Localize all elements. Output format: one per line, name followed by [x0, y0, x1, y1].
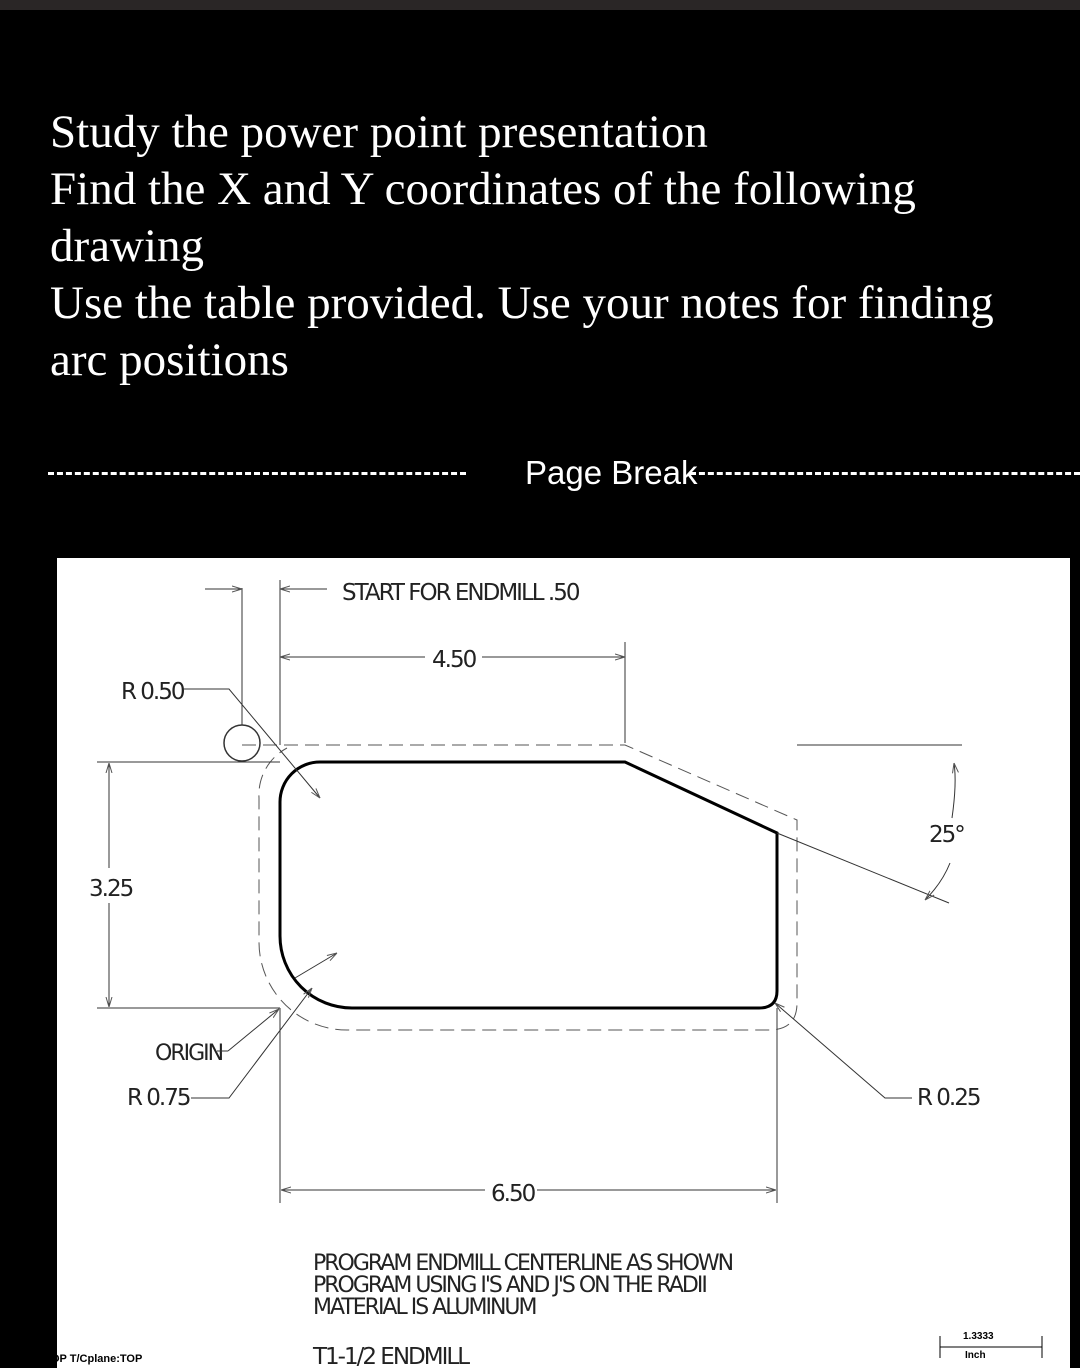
window-top-bar: [0, 0, 1080, 10]
instruction-line-5: arc positions: [50, 334, 289, 386]
scale-value: 1.3333: [963, 1331, 994, 1342]
instruction-line-2: Find the X and Y coordinates of the following: [50, 163, 916, 215]
start-circle: [224, 725, 260, 761]
tool-note: T1-1/2 ENDMILL: [313, 1344, 469, 1368]
page-break-dash-left: [48, 472, 466, 475]
page-break-label: Page Break: [525, 454, 698, 491]
r-bottom-left-label: R 0.75: [127, 1085, 190, 1111]
instruction-line-4: Use the table provided. Use your notes for finding: [50, 277, 994, 329]
cad-drawing-svg: [57, 558, 1070, 1368]
part-outline: [280, 762, 777, 1008]
note-line-2: PROGRAM USING I'S AND J'S ON THE RADII: [313, 1273, 706, 1298]
dim-bottom-label: 6.50: [491, 1181, 535, 1207]
note-line-3: MATERIAL IS ALUMINUM: [313, 1295, 536, 1320]
r-bottom-right-label: R 0.25: [917, 1085, 980, 1111]
plane-status: OP T/Cplane:TOP: [51, 1353, 143, 1365]
instructions-text: [50, 104, 1075, 389]
instruction-line-1: Study the power point presentation: [50, 106, 708, 158]
scale-unit: Inch: [965, 1350, 986, 1361]
cad-drawing: [51, 558, 1070, 1368]
page-break-dash-right: [690, 472, 1080, 475]
note-line-1: PROGRAM ENDMILL CENTERLINE AS SHOWN: [313, 1251, 733, 1276]
page-break: [48, 450, 1080, 496]
dim-top-label: 4.50: [432, 647, 476, 673]
dim-left-label: 3.25: [89, 876, 133, 902]
origin-label: ORIGIN: [155, 1041, 223, 1066]
instruction-line-3: drawing: [50, 220, 205, 272]
r-top-left-label: R 0.50: [121, 679, 184, 705]
toolpath-dashed: [242, 745, 797, 1030]
start-note: START FOR ENDMILL .50: [342, 580, 579, 606]
angle-label: 25°: [929, 822, 964, 848]
